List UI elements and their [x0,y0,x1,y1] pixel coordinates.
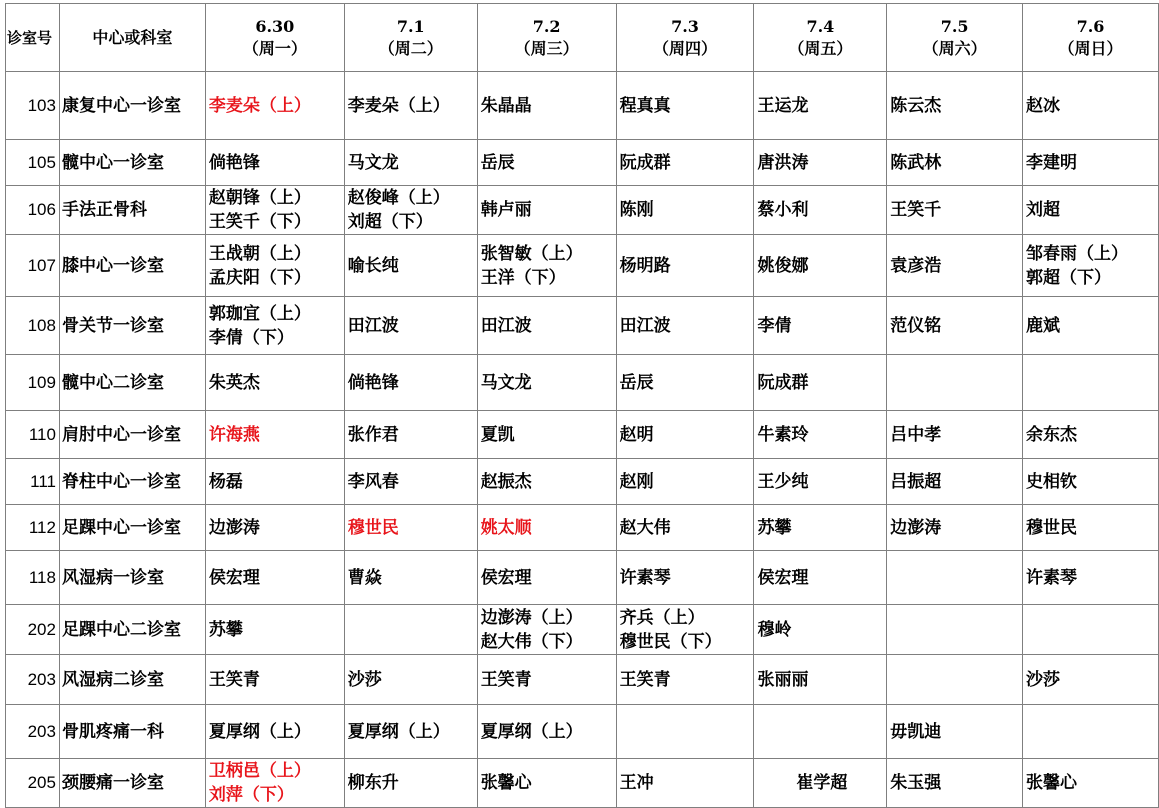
doctor-name: 姚俊娜 [757,255,809,276]
room-number-cell: 108 [6,297,60,355]
doctor-cell [887,411,1023,459]
doctor-cell [616,140,754,186]
doctor-cell [205,297,344,355]
doctor-cell [887,605,1023,655]
doctor-name: 鹿斌 [1026,315,1061,336]
doctor-cell [344,655,477,705]
doctor-name: 韩卢丽 [480,200,532,220]
doctor-name: 卫柄邑（上） [208,761,311,781]
doctor-cell [344,72,477,140]
doctor-name: 朱玉强 [890,773,942,793]
doctor-cell [477,459,616,505]
doctor-cell [887,459,1023,505]
doctor-name: 蔡小利 [757,200,809,220]
doctor-cell [205,235,344,297]
doctor-name: 张作君 [347,424,399,445]
doctor-cell [887,186,1023,235]
doctor-cell [754,551,887,605]
doctor-name: 边澎涛 [208,517,260,538]
doctor-name: 袁彦浩 [890,255,942,276]
room-number-cell: 203 [6,655,60,705]
doctor-name: 岳辰 [619,372,654,393]
doctor-name: 郭珈宜（上） [208,303,311,324]
doctor-cell [754,72,887,140]
doctor-name: 夏厚纲（上） [480,721,583,742]
department-cell: 手法正骨科 [59,186,205,235]
table-row [6,235,1159,297]
doctor-name: 侯宏理 [480,567,532,588]
doctor-cell [754,186,887,235]
doctor-cell [616,655,754,705]
doctor-name: 赵俊峰（上） [347,188,450,208]
doctor-cell [477,411,616,459]
doctor-cell [1023,551,1159,605]
doctor-cell [616,72,754,140]
room-number-cell: 202 [6,605,60,655]
doctor-name: 赵大伟 [619,517,671,538]
doctor-name: 赵冰 [1026,95,1061,116]
doctor-name: 许素琴 [1026,567,1078,588]
room-number-cell: 111 [6,459,60,505]
doctor-cell [616,459,754,505]
doctor-cell [344,705,477,759]
doctor-name: 穆岭 [757,619,792,640]
doctor-cell [477,605,616,655]
doctor-name: 岳辰 [480,152,515,173]
doctor-cell [616,186,754,235]
table-row [6,297,1159,355]
doctor-name: 李倩（下） [208,327,294,348]
doctor-cell [477,705,616,759]
doctor-cell [1023,355,1159,411]
doctor-name: 王战朝（上） [208,243,311,264]
doctor-name: 郭超（下） [1026,267,1112,288]
doctor-cell [616,705,754,759]
doctor-name: 阮成群 [619,152,671,173]
doctor-cell [205,505,344,551]
doctor-name: 赵朝锋（上） [208,188,311,208]
doctor-cell [1023,505,1159,551]
day-date: 7.5 [940,16,969,36]
doctor-name: 侯宏理 [208,567,260,588]
doctor-name: 王洋（下） [480,267,566,288]
day-weekday: （周一） [242,38,307,58]
doctor-cell [205,140,344,186]
table-row [6,355,1159,411]
doctor-cell [205,411,344,459]
doctor-name: 阮成群 [757,372,809,393]
doctor-cell [205,72,344,140]
doctor-name: 孟庆阳（下） [208,267,311,288]
doctor-cell [887,72,1023,140]
doctor-cell [344,505,477,551]
department-cell: 骨关节一诊室 [59,297,205,355]
day-header [205,4,344,72]
doctor-name: 沙莎 [347,669,382,690]
doctor-name: 刘超 [1026,200,1061,220]
room-number-cell: 107 [6,235,60,297]
doctor-cell [344,459,477,505]
doctor-cell [754,140,887,186]
doctor-cell [344,605,477,655]
doctor-cell [344,235,477,297]
doctor-name: 张馨心 [1026,773,1078,793]
day-header [616,4,754,72]
doctor-name: 田江波 [619,315,671,336]
doctor-name: 马文龙 [480,372,532,393]
doctor-cell [887,355,1023,411]
doctor-cell [754,505,887,551]
day-date: 7.4 [806,16,835,36]
doctor-name: 边澎涛（上） [480,607,583,628]
day-date: 7.2 [532,16,561,36]
department-cell: 足踝中心二诊室 [59,605,205,655]
doctor-name: 沙莎 [1026,669,1061,690]
doctor-name: 穆世民 [347,517,399,538]
doctor-name: 夏凯 [480,424,515,445]
doctor-cell [887,705,1023,759]
day-header [477,4,616,72]
day-date: 7.3 [671,16,699,36]
doctor-name: 朱英杰 [208,372,260,393]
department-cell: 足踝中心一诊室 [59,505,205,551]
doctor-name: 陈云杰 [890,95,942,116]
doctor-cell [344,186,477,235]
room-number-cell: 105 [6,140,60,186]
room-number-cell: 106 [6,186,60,235]
doctor-cell [754,605,887,655]
table-row [6,551,1159,605]
doctor-cell [477,235,616,297]
doctor-name: 穆世民（下） [619,631,722,652]
doctor-name: 赵刚 [619,471,654,492]
doctor-cell [754,459,887,505]
doctor-name: 朱晶晶 [480,95,532,116]
table-row [6,705,1159,759]
doctor-name: 吕振超 [890,471,942,492]
day-weekday: （周六） [922,38,987,58]
day-weekday: （周五） [788,38,853,58]
doctor-cell [616,551,754,605]
doctor-cell [1023,655,1159,705]
doctor-name: 马文龙 [347,152,399,173]
day-date: 7.6 [1076,16,1105,36]
doctor-cell [205,551,344,605]
doctor-cell [1023,186,1159,235]
doctor-name: 吕中孝 [890,424,942,445]
doctor-cell [887,505,1023,551]
room-number-cell: 110 [6,411,60,459]
day-header [754,4,887,72]
doctor-cell [887,235,1023,297]
doctor-name: 苏攀 [757,517,792,538]
doctor-name: 齐兵（上） [619,607,705,628]
day-weekday: （周三） [514,38,579,58]
department-cell: 肩肘中心一诊室 [59,411,205,459]
table-row [6,655,1159,705]
room-number-cell: 109 [6,355,60,411]
doctor-name: 李建明 [1026,152,1078,173]
doctor-name: 张智敏（上） [480,243,583,264]
doctor-cell [887,759,1023,808]
department-cell: 风湿病二诊室 [59,655,205,705]
doctor-cell [477,72,616,140]
doctor-name: 柳东升 [347,773,399,793]
room-number-cell: 112 [6,505,60,551]
doctor-cell [754,355,887,411]
table-row [6,605,1159,655]
doctor-name: 范仪铭 [890,315,942,336]
doctor-cell [344,297,477,355]
doctor-cell [754,235,887,297]
doctor-cell [205,355,344,411]
doctor-name: 王冲 [619,773,654,793]
doctor-cell [616,411,754,459]
doctor-cell [344,140,477,186]
day-weekday: （周四） [653,38,718,58]
department-cell: 骨肌疼痛一科 [59,705,205,759]
doctor-cell [477,655,616,705]
doctor-name: 张馨心 [480,773,532,793]
table-row [6,505,1159,551]
day-header [887,4,1023,72]
doctor-cell [754,297,887,355]
doctor-name: 边澎涛 [890,517,942,538]
department-cell: 脊柱中心一诊室 [59,459,205,505]
clinic-schedule-table [5,3,1159,808]
doctor-cell [616,297,754,355]
doctor-cell [754,411,887,459]
doctor-cell [887,551,1023,605]
doctor-name: 王少纯 [757,471,809,492]
doctor-name: 赵振杰 [480,471,532,492]
doctor-name: 毋凯迪 [890,721,942,742]
doctor-name: 夏厚纲（上） [208,721,311,742]
doctor-cell [616,235,754,297]
doctor-name: 唐洪涛 [757,152,809,173]
doctor-name: 王笑青 [208,669,260,690]
doctor-name: 喻长纯 [347,255,399,276]
doctor-cell [1023,235,1159,297]
table-row [6,759,1159,808]
day-header [1023,4,1159,72]
doctor-cell [616,355,754,411]
doctor-cell [887,655,1023,705]
table-row [6,459,1159,505]
doctor-name: 苏攀 [208,619,243,640]
doctor-name: 穆世民 [1026,517,1078,538]
day-header [344,4,477,72]
doctor-cell [887,140,1023,186]
department-cell: 髋中心一诊室 [59,140,205,186]
doctor-name: 夏厚纲（上） [347,721,450,742]
doctor-cell [477,551,616,605]
doctor-cell [616,759,754,808]
doctor-cell [754,655,887,705]
doctor-cell [344,355,477,411]
doctor-name: 倘艳锋 [208,152,260,173]
doctor-name: 杨明路 [619,255,671,276]
table-row [6,411,1159,459]
room-number-header: 诊室号 [6,4,60,72]
doctor-cell [205,759,344,808]
doctor-name: 李麦朵（上） [347,95,450,116]
doctor-cell [477,186,616,235]
doctor-cell [616,605,754,655]
doctor-name: 王笑千（下） [208,212,311,232]
room-number-cell: 118 [6,551,60,605]
room-number-cell: 103 [6,72,60,140]
doctor-cell [1023,72,1159,140]
room-number-cell: 205 [6,759,60,808]
doctor-cell [477,297,616,355]
doctor-name: 王笑青 [480,669,532,690]
table-row [6,186,1159,235]
doctor-name: 侯宏理 [757,567,809,588]
doctor-cell [205,705,344,759]
doctor-name: 杨磊 [208,471,243,492]
department-cell: 髋中心二诊室 [59,355,205,411]
doctor-cell [616,505,754,551]
doctor-name: 史相钦 [1026,471,1078,492]
header-row [6,4,1159,72]
doctor-name: 田江波 [480,315,532,336]
doctor-cell [205,655,344,705]
doctor-cell [344,411,477,459]
doctor-name: 李倩 [757,315,792,336]
doctor-cell [477,140,616,186]
doctor-cell [205,186,344,235]
doctor-cell [887,297,1023,355]
day-weekday: （周二） [378,38,443,58]
doctor-name: 姚太顺 [480,517,532,538]
doctor-name: 李麦朵（上） [208,95,311,116]
doctor-name: 陈武林 [890,152,942,173]
department-cell: 膝中心一诊室 [59,235,205,297]
doctor-cell [477,355,616,411]
doctor-name: 赵大伟（下） [480,631,583,652]
doctor-name: 牛素玲 [757,424,809,445]
doctor-cell [1023,605,1159,655]
department-cell: 颈腰痛一诊室 [59,759,205,808]
doctor-name: 刘萍（下） [208,785,294,805]
doctor-name: 王笑千 [890,200,942,220]
doctor-name: 邹春雨（上） [1026,243,1129,264]
doctor-cell [1023,759,1159,808]
doctor-name: 李风春 [347,471,399,492]
table-row [6,140,1159,186]
doctor-name: 余东杰 [1026,424,1078,445]
doctor-name: 许海燕 [208,424,260,445]
doctor-name: 张丽丽 [757,669,809,690]
department-cell: 风湿病一诊室 [59,551,205,605]
department-header: 中心或科室 [59,4,205,72]
doctor-cell [754,759,887,808]
department-cell: 康复中心一诊室 [59,72,205,140]
doctor-name: 许素琴 [619,567,671,588]
doctor-name: 王笑青 [619,669,671,690]
table-row [6,72,1159,140]
doctor-cell [1023,705,1159,759]
doctor-name: 赵明 [619,424,654,445]
doctor-cell [1023,140,1159,186]
doctor-cell [477,759,616,808]
day-date: 7.1 [396,16,425,36]
doctor-cell [344,551,477,605]
doctor-cell [477,505,616,551]
doctor-cell [1023,459,1159,505]
doctor-cell [205,459,344,505]
doctor-cell [1023,411,1159,459]
day-date: 6.30 [255,16,295,36]
doctor-name: 崔学超 [796,773,848,793]
doctor-name: 倘艳锋 [347,372,399,393]
doctor-name: 曹焱 [347,567,382,588]
doctor-cell [754,705,887,759]
room-number-cell: 203 [6,705,60,759]
doctor-cell [344,759,477,808]
doctor-name: 陈刚 [619,200,654,220]
doctor-cell [1023,297,1159,355]
doctor-name: 刘超（下） [347,212,433,232]
doctor-name: 王运龙 [757,95,809,116]
doctor-name: 程真真 [619,95,671,116]
day-weekday: （周日） [1058,38,1123,58]
doctor-name: 田江波 [347,315,399,336]
doctor-cell [205,605,344,655]
